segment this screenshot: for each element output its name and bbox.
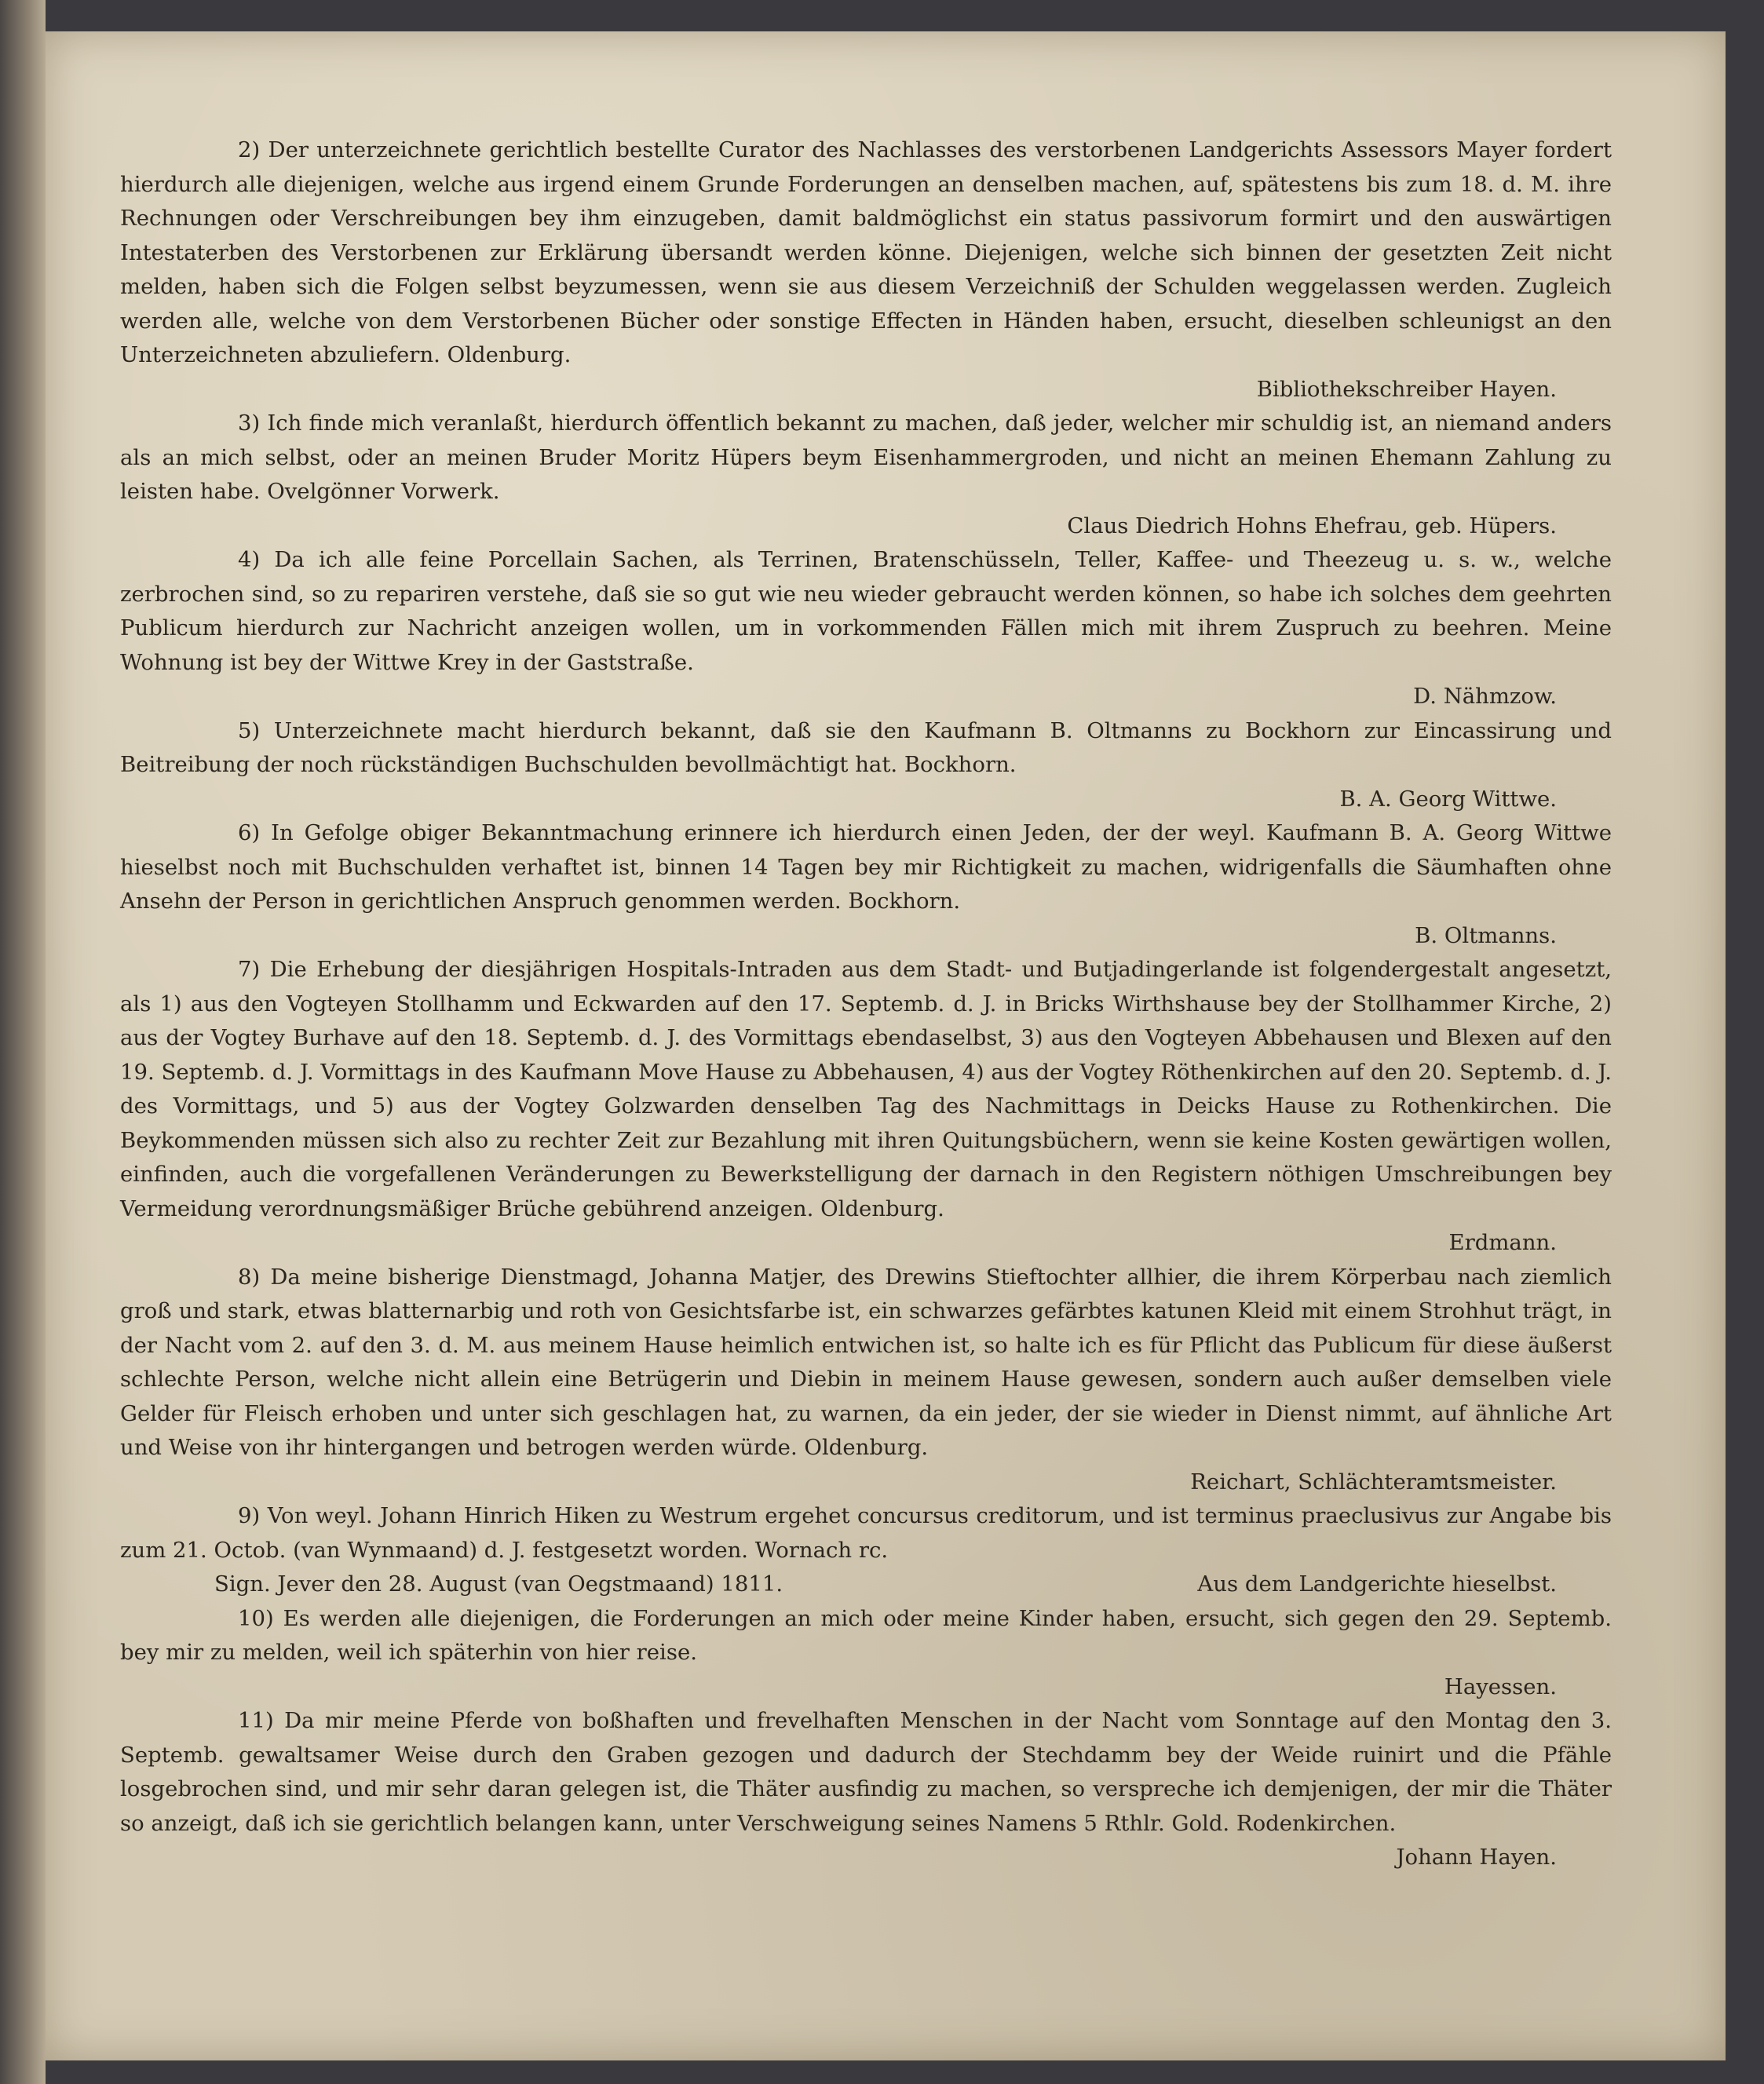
notice-signature: Claus Diedrich Hohns Ehefrau, geb. Hüpers.: [1067, 513, 1557, 538]
document-page: [46, 31, 1726, 2060]
notice-5: [120, 714, 1612, 817]
notice-11: [120, 1704, 1612, 1875]
notice-signature-line: [120, 1568, 1612, 1602]
notice-6: [120, 816, 1612, 953]
notice-2: [120, 133, 1612, 407]
notice-10: [120, 1602, 1612, 1705]
notice-text: 8) Da meine bisherige Dienstmagd, Johanna Matjer, des Drewins Stieftochter allhier, die ihrem Körperbau nach ziemlich groß und stark, etwas blatternarbig und roth von Gesichtsfarbe ist, ein schwarzes gefärbtes katunen Kleid mit einem Strohhut trägt, in der Nacht vom 2. auf den 3. d. M. aus meinem Hause heimlich entwichen ist, so halte ich es für Pflicht das Publicum für diese äußerst schlechte Person, welche nicht allein eine Betrügerin und Diebin in meinem Hause gewesen, sondern auch außer demselben viele Gelder für Fleisch erhoben und unter sich geschlagen hat, zu warnen, da ein jeder, der sie wieder in Dienst nimmt, auf ähnliche Art und Weise von ihr hintergangen und betrogen werden würde. Oldenburg.: [120, 1264, 1612, 1460]
book-binding: [0, 0, 46, 2084]
notice-9: [120, 1499, 1612, 1602]
notice-text: 3) Ich finde mich veranlaßt, hierdurch öffentlich bekannt zu machen, daß jeder, welcher mir schuldig ist, an niemand anders als an mich selbst, oder an meinen Bruder Moritz Hüpers beym Eisenhammergroden, und nicht an meinen Ehemann Zahlung zu leisten habe. Ovelgönner Vorwerk.: [120, 411, 1612, 504]
notice-text: 10) Es werden alle diejenigen, die Forderungen an mich oder meine Kinder haben, ersucht, sich gegen den 29. Septemb. bey mir zu melden, weil ich späterhin von hier reise.: [120, 1605, 1612, 1665]
notice-signature: Bibliothekschreiber Hayen.: [1256, 376, 1557, 402]
notice-3: [120, 407, 1612, 543]
notice-text: 9) Von weyl. Johann Hinrich Hiken zu Westrum ergehet concursus creditorum, und ist terminus praeclusivus zur Angabe bis zum 21. Octob. (van Wynmaand) d. J. festgesetzt worden. Wornach rc.: [120, 1503, 1612, 1563]
notice-7: [120, 953, 1612, 1261]
notice-text: 5) Unterzeichnete macht hierdurch bekannt, daß sie den Kaufmann B. Oltmanns zu Bockhorn zur Eincassirung und Beitreibung der noch rückständigen Buchschulden bevollmächtigt hat. Bockhorn.: [120, 717, 1612, 777]
notice-signature: B. Oltmanns.: [1415, 922, 1557, 948]
notice-signature: Aus dem Landgerichte hieselbst.: [1197, 1571, 1557, 1597]
notice-8: [120, 1261, 1612, 1500]
notice-text: 4) Da ich alle feine Porcellain Sachen, als Terrinen, Bratenschüsseln, Teller, Kaffee- und Theezeug u. s. w., welche zerbrochen sind, so zu repariren verstehe, daß sie so gut wie neu wieder gebraucht werden können, so habe ich solches dem geehrten Publicum hierdurch zur Nachricht anzeigen wollen, um in vorkommenden Fällen mich mit ihrem Zuspruch zu beehren. Meine Wohnung ist bey der Wittwe Krey in der Gaststraße.: [120, 547, 1612, 675]
notice-text: 2) Der unterzeichnete gerichtlich bestellte Curator des Nachlasses des verstorbenen Landgerichts Assessors Mayer fordert hierdurch alle diejenigen, welche aus irgend einem Grunde Forderungen an denselben machen, auf, spätestens bis zum 18. d. M. ihre Rechnungen oder Verschreibungen bey ihm einzugeben, damit baldmöglichst ein status passivorum formirt und den auswärtigen Intestaterben des Verstorbenen zur Erklärung übersandt werden könne. Diejenigen, welche sich binnen der gesetzten Zeit nicht melden, haben sich die Folgen selbst beyzumessen, wenn sie aus diesem Verzeichniß der Schulden weggelassen werden. Zugleich werden alle, welche von dem Verstorbenen Bücher oder sonstige Effecten in Händen haben, ersucht, dieselben schleunigst an den Unterzeichneten abzuliefern. Oldenburg.: [120, 137, 1612, 367]
notice-signature: Reichart, Schlächteramtsmeister.: [1190, 1469, 1557, 1495]
notice-signature: Erdmann.: [1448, 1230, 1557, 1255]
notices-column: [120, 133, 1612, 1875]
notice-4: [120, 543, 1612, 714]
notice-signature: D. Nähmzow.: [1413, 684, 1557, 709]
notice-dateline: Sign. Jever den 28. August (van Oegstmaand) 1811.: [214, 1571, 783, 1597]
notice-signature: Johann Hayen.: [1396, 1845, 1557, 1870]
notice-signature: Hayessen.: [1444, 1673, 1557, 1699]
notice-text: 7) Die Erhebung der diesjährigen Hospitals-Intraden aus dem Stadt- und Butjadingerlande ist folgendergestalt angesetzt, als 1) aus den Vogteyen Stollhamm und Eckwarden auf den 17. Septemb. d. J. in Bricks Wirthshause bey der Stollhammer Kirche, 2) aus der Vogtey Burhave auf den 18. Septemb. d. J. des Vormittags ebendaselbst, 3) aus den Vogteyen Abbehausen und Blexen auf den 19. Septemb. d. J. Vormittags in des Kaufmann Move Hause zu Abbehausen, 4) aus der Vogtey Röthenkirchen auf den 20. Septemb. d. J. des Vormittags, und 5) aus der Vogtey Golzwarden denselben Tag des Nachmittags in Deicks Hause zu Rothenkirchen. Die Beykommenden müssen sich also zu rechter Zeit zur Bezahlung mit ihren Quitungsbüchern, wenn sie keine Kosten gewärtigen wollen, einfinden, auch die vorgefallenen Veränderungen zu Bewerkstelligung der darnach in den Registern nöthigen Umschreibungen bey Vermeidung verordnungsmäßiger Brüche gebührend anzeigen. Oldenburg.: [120, 957, 1612, 1221]
notice-text: 11) Da mir meine Pferde von boßhaften und frevelhaften Menschen in der Nacht vom Sonntage auf den Montag den 3. Septemb. gewaltsamer Weise durch den Graben gezogen und dadurch der Stechdamm bey der Weide ruinirt und die Pfähle losgebrochen sind, und mir sehr daran gelegen ist, die Thäter ausfindig zu machen, so verspreche ich demjenigen, der mir die Thäter so anzeigt, daß ich sie gerichtlich belangen kann, unter Verschweigung seines Namens 5 Rthlr. Gold. Rodenkirchen.: [120, 1708, 1612, 1836]
notice-signature: B. A. Georg Wittwe.: [1339, 786, 1557, 812]
notice-text: 6) In Gefolge obiger Bekanntmachung erinnere ich hierdurch einen Jeden, der der weyl. Kaufmann B. A. Georg Wittwe hieselbst noch mit Buchschulden verhaftet ist, binnen 14 Tagen bey mir Richtigkeit zu machen, widrigenfalls die Säumhaften ohne Ansehn der Person in gerichtlichen Anspruch genommen werden. Bockhorn.: [120, 820, 1612, 914]
